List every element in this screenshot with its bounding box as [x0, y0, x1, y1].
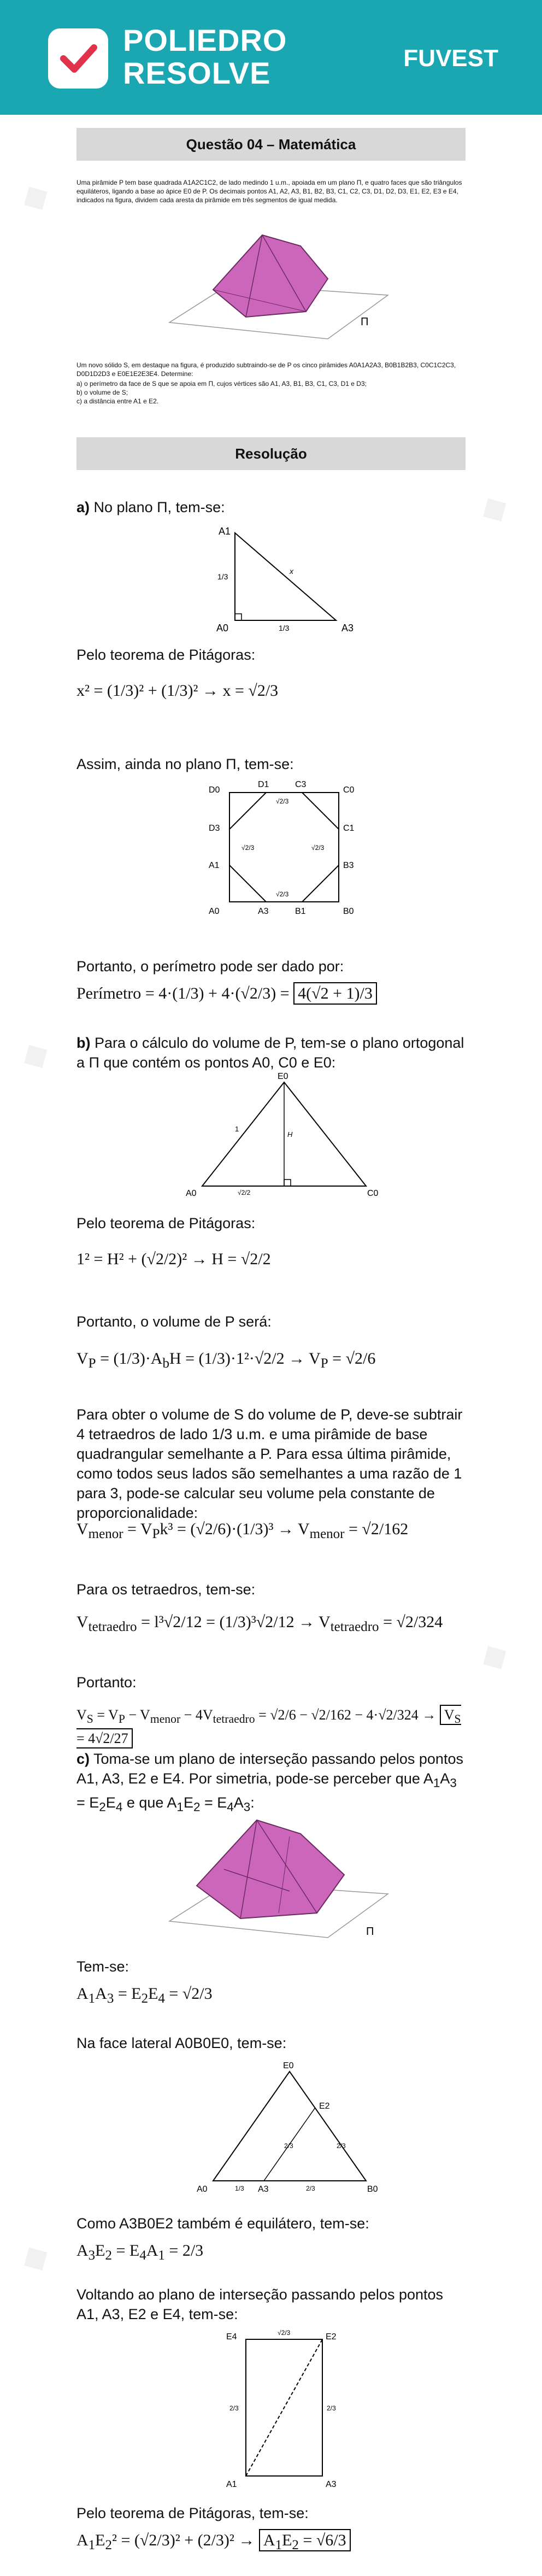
svg-text:A3: A3	[258, 2185, 269, 2194]
part-b-tetra-intro: Para os tetraedros, tem-se:	[76, 1581, 256, 1598]
watermark-icon: ◆	[14, 2234, 55, 2279]
svg-text:A0: A0	[209, 907, 220, 916]
part-b-intro: b) Para o cálculo do volume de P, tem-se o plano ortogonal a Π que contém os pontos A0, C0 e E0:	[76, 1035, 464, 1071]
svg-text:H: H	[287, 1130, 293, 1139]
equation-H: 1² = H² + (√2/2)² → H = √2/2	[76, 1250, 271, 1268]
equation-volume-tetraedro: $V_{tetraedro} = l^3√2/12 = (1/3)^3√2/12 \to V_{tetraedro} = √2/324$	[76, 1613, 443, 1634]
right-triangle-figure	[202, 519, 366, 634]
svg-text:1/3: 1/3	[235, 2185, 244, 2192]
pythagoras-text-2: Pelo teorema de Pitágoras:	[76, 1215, 256, 1231]
equation-A1E2: $A_1E_2^2 = (√2/3)^2 + (2/3)^2 \to A_1E_2 = √6/3$	[76, 2531, 466, 2555]
svg-text:E0: E0	[278, 1072, 288, 1081]
equation-A3E2: $A_3E_2 = E_4A_1 = 2/3$	[76, 2241, 204, 2263]
svg-text:D0: D0	[209, 785, 220, 795]
svg-text:A3: A3	[258, 907, 269, 916]
svg-text:2/3: 2/3	[229, 2404, 239, 2412]
svg-text:A1: A1	[209, 861, 220, 870]
svg-text:A0: A0	[216, 623, 229, 633]
poliedro-logo-icon	[48, 28, 108, 89]
svg-text:2/3: 2/3	[327, 2404, 336, 2412]
svg-text:B0: B0	[367, 2185, 378, 2194]
svg-text:E0: E0	[283, 2061, 294, 2070]
svg-text:C0: C0	[367, 1189, 379, 1198]
equilateral-triangle-figure	[197, 2061, 382, 2197]
question-item-a: a) o perímetro da face de S que se apoia em Π, cujos vértices são A1, A3, B1, B3, C1, C3, D1 e D3;	[76, 380, 367, 388]
svg-text:√2/3: √2/3	[278, 2329, 291, 2337]
pyramid-figure-2	[164, 1804, 393, 1951]
watermark-icon: ◆	[473, 1633, 514, 1678]
equation-volume-S: $V_S = V_P - V_{menor} - 4V_{tetraedro} = √2/6 - √2/162 - 4\cdot√2/324 \to V_S = 4√2/27$	[76, 1705, 466, 1748]
svg-text:A1: A1	[219, 526, 231, 537]
svg-text:A0: A0	[197, 2185, 208, 2194]
equation-x: x² = (1/3)² + (1/3)² → x = √2/3	[76, 682, 279, 700]
svg-text:A1: A1	[226, 2480, 237, 2489]
watermark-icon: ◆	[14, 174, 55, 219]
svg-text:√2/3: √2/3	[276, 890, 289, 898]
part-c-back: Voltando ao plano de interseção passando pelos pontos A1, A3, E2 e E4, tem-se:	[76, 2286, 444, 2322]
brand-name: POLIEDRO RESOLVE	[123, 23, 287, 90]
svg-text:2/3: 2/3	[337, 2142, 346, 2150]
exam-name: FUVEST	[403, 45, 498, 72]
svg-text:1: 1	[235, 1125, 239, 1133]
part-c-paragraph: c) Toma-se um plano de interseção passando pelos pontos A1, A3, E2 e E4. Por simetria, pode-se perceber que $A_1A_3 = E_2E_4$ e que $A_1E_2 = E_4A_3$:	[76, 1751, 463, 1814]
part-c-face: Na face lateral A0B0E0, tem-se:	[76, 2035, 287, 2051]
rectangle-figure	[213, 2323, 355, 2492]
part-c-pyth: Pelo teorema de Pitágoras, tem-se:	[76, 2505, 309, 2521]
part-b-volume-intro: Portanto, o volume de P será:	[76, 1313, 272, 1330]
equation-perimeter: Perímetro = 4·(1/3) + 4·(√2/3) = 4(√2 + 1)/3	[76, 984, 466, 1004]
svg-text:C0: C0	[343, 785, 355, 795]
svg-text:A0: A0	[186, 1189, 197, 1198]
resolution-title: Resolução	[76, 437, 466, 470]
question-item-b: b) o volume de S;	[76, 389, 128, 396]
header-banner	[0, 0, 542, 115]
watermark-icon: ◆	[473, 485, 514, 530]
svg-text:B3: B3	[343, 861, 354, 870]
svg-text:C3: C3	[295, 780, 307, 789]
svg-text:A3: A3	[341, 623, 354, 633]
part-c-tem-se: Tem-se:	[76, 1958, 129, 1975]
part-a-intro: a) No plano Π, tem-se:	[76, 499, 225, 515]
question-title: Questão 04 – Matemática	[76, 128, 466, 161]
svg-text:C1: C1	[343, 824, 355, 833]
svg-text:D1: D1	[258, 780, 269, 789]
svg-text:2/3: 2/3	[306, 2185, 315, 2192]
octagon-figure	[197, 776, 372, 935]
plane-label: Π	[361, 316, 369, 328]
svg-text:E4: E4	[226, 2332, 237, 2342]
pythagoras-text-1: Pelo teorema de Pitágoras:	[76, 647, 256, 663]
svg-text:E2: E2	[326, 2332, 337, 2342]
svg-text:2/3: 2/3	[284, 2142, 293, 2150]
question-statement: Uma pirâmide P tem base quadrada A1A2C1C2, de lado medindo 1 u.m., apoiada em um plano Π, e quatro faces que são triângulos equiláteros, ligando a base ao ápice E0 de P. Os decimais pontos A1, A2, A3, B1, B2, B3, C1, C2, C3, D1, D2, D3, E1, E2, E3 e E4, indicados na figura, dividem cada aresta da pirâmide em três segmentos de igual medida.	[76, 179, 462, 204]
svg-text:B0: B0	[343, 907, 354, 916]
svg-text:Π: Π	[366, 1926, 374, 1938]
part-a-perimeter-intro: Portanto, o perímetro pode ser dado por:	[76, 958, 344, 975]
question-item-c: c) a distância entre A1 e E2.	[76, 397, 159, 405]
pyramid-figure	[164, 213, 393, 350]
svg-text:1/3: 1/3	[217, 572, 228, 581]
svg-text:1/3: 1/3	[279, 624, 290, 632]
svg-text:√2/3: √2/3	[241, 844, 255, 852]
part-a-still: Assim, ainda no plano Π, tem-se:	[76, 756, 294, 772]
isosceles-triangle-figure	[186, 1071, 382, 1202]
svg-text:D3: D3	[209, 824, 220, 833]
watermark-icon: ◆	[14, 1032, 55, 1077]
equation-volume-menor: $V_{menor} = V_Pk^3 = (√2/6)\cdot(1/3)^3 \to V_{menor} = √2/162$	[76, 1520, 409, 1541]
part-b-paragraph: Para obter o volume de S do volume de P, deve-se subtrair 4 tetraedros de lado 1/3 u.m. e uma pirâmide de base quadrangular semelhante a P. Para essa última pirâmide, como todos seus lados são semelhantes a uma razão de 1 para 3, pode-se calcular seu volume pela constante de proporcionalidade:	[76, 1406, 463, 1521]
question-statement-2: Um novo sólido S, em destaque na figura, é produzido subtraindo-se de P os cinco pirâmides A0A1A2A3, B0B1B2B3, C0C1C2C3, D0D1D2D3 e E0E1E2E3E4. Determine:	[76, 361, 456, 378]
part-b-therefore: Portanto:	[76, 1674, 137, 1691]
part-c-equil: Como A3B0E2 também é equilátero, tem-se:	[76, 2215, 369, 2232]
equation-volume-P: $V_P = (1/3)\cdot A_bH = (1/3)\cdot 1^2\cdot√2/2 \to V_P = √2/6$	[76, 1349, 376, 1371]
svg-text:E2: E2	[319, 2102, 330, 2111]
svg-text:A3: A3	[326, 2480, 337, 2489]
svg-text:B1: B1	[295, 907, 306, 916]
svg-text:√2/2: √2/2	[238, 1189, 251, 1196]
svg-text:√2/3: √2/3	[276, 797, 289, 805]
svg-text:x: x	[290, 567, 293, 576]
svg-text:√2/3: √2/3	[311, 844, 325, 852]
equation-A1A3: $A_1A_3 = E_2E_4 = √2/3$	[76, 1985, 213, 2006]
